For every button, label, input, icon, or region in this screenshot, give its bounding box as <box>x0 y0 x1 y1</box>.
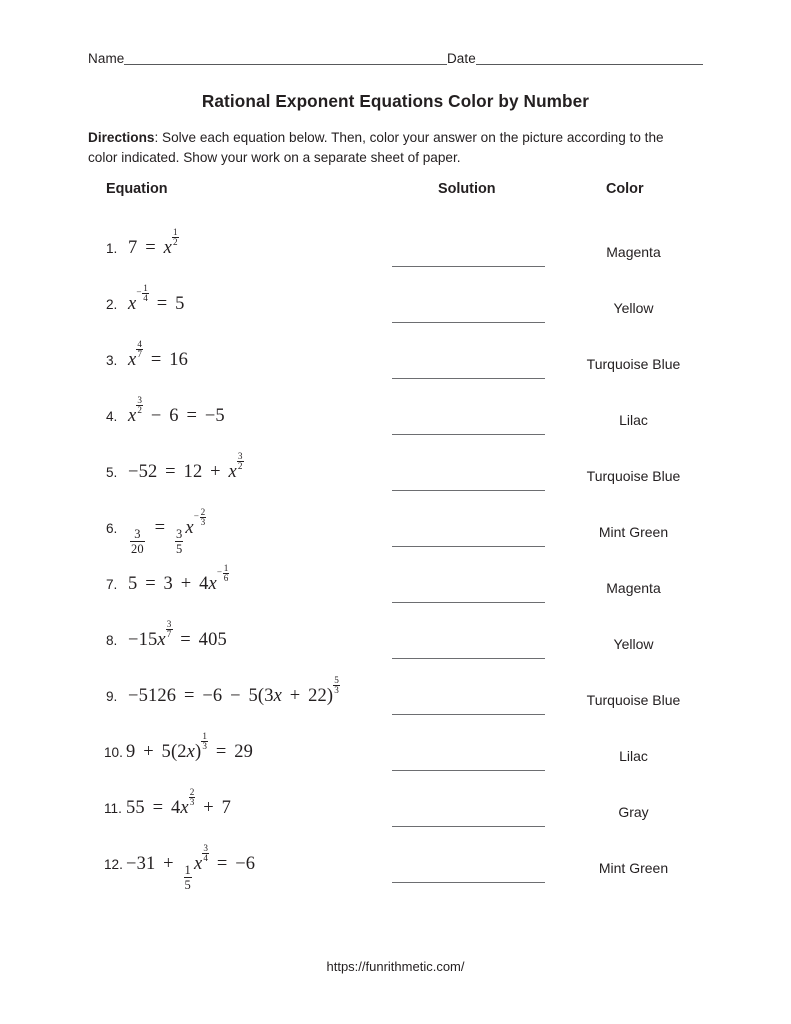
equation-math: −5126 = −6 − 5(3x + 22) $\frac{5}{3}$ <box>128 674 339 706</box>
table-row <box>0 452 791 508</box>
solution-answer-line[interactable] <box>392 714 545 715</box>
solution-answer-line[interactable] <box>392 434 545 435</box>
row-number: 1. <box>106 240 118 256</box>
equation-list <box>0 228 791 900</box>
equation-math: −52 = 12 + x $\frac{3}{2}$ <box>128 450 243 482</box>
equation-cell <box>104 730 254 763</box>
table-row <box>0 508 791 564</box>
column-header-equation: Equation <box>106 181 168 197</box>
equation-math: x− $\frac{1}{4}$ = 5 <box>128 282 185 314</box>
column-headers <box>0 181 791 201</box>
name-write-in-line[interactable] <box>124 51 447 65</box>
equation-math: 7 = x $\frac{1}{2}$ <box>128 226 178 258</box>
color-label: Yellow <box>613 300 654 316</box>
equation-cell <box>106 338 189 371</box>
solution-answer-line[interactable] <box>392 322 545 323</box>
table-row <box>0 564 791 620</box>
table-row <box>0 676 791 732</box>
name-label: Name <box>88 51 125 66</box>
color-label: Magenta <box>606 580 661 596</box>
color-label: Lilac <box>619 412 648 428</box>
row-number: 2. <box>106 296 118 312</box>
color-label: Mint Green <box>598 524 669 540</box>
equation-math: $\frac{3}{20}$ = $\frac{3}{5}$ x− $\frac{2}{3}$ <box>131 506 206 557</box>
solution-answer-line[interactable] <box>392 770 545 771</box>
date-write-in-line[interactable] <box>476 51 703 65</box>
color-label: Turquoise Blue <box>586 692 681 708</box>
equation-math: −15x $\frac{3}{7}$ = 405 <box>128 618 227 650</box>
directions-paragraph <box>88 128 696 168</box>
directions-label: Directions <box>88 130 155 145</box>
row-number: 7. <box>106 576 118 592</box>
row-number: 3. <box>106 352 118 368</box>
equation-cell <box>106 450 244 483</box>
equation-math: −31 + $\frac{1}{5}$ x $\frac{3}{4}$ = −6 <box>126 842 256 893</box>
table-row <box>0 732 791 788</box>
color-label: Mint Green <box>598 860 669 876</box>
row-number: 4. <box>106 408 118 424</box>
row-number: 10. <box>104 744 123 760</box>
equation-math: 5 = 3 + 4x− $\frac{1}{6}$ <box>128 562 229 594</box>
table-row <box>0 844 791 900</box>
solution-answer-line[interactable] <box>392 490 545 491</box>
equation-math: x $\frac{4}{7}$ = 16 <box>128 338 189 370</box>
row-number: 5. <box>106 464 118 480</box>
row-number: 6. <box>106 520 118 536</box>
equation-cell <box>106 394 225 427</box>
color-label: Gray <box>618 804 649 820</box>
equation-cell <box>106 562 229 595</box>
solution-answer-line[interactable] <box>392 882 545 883</box>
equation-cell <box>106 618 227 651</box>
color-label: Turquoise Blue <box>586 468 681 484</box>
row-number: 11. <box>104 800 122 816</box>
equation-math: 55 = 4x $\frac{2}{3}$ + 7 <box>126 786 232 818</box>
solution-answer-line[interactable] <box>392 378 545 379</box>
solution-answer-line[interactable] <box>392 546 545 547</box>
footer-url[interactable]: https://funrithmetic.com/ <box>326 959 465 974</box>
table-row <box>0 620 791 676</box>
equation-math: x $\frac{3}{2}$ − 6 = −5 <box>128 394 225 426</box>
table-row <box>0 788 791 844</box>
row-number: 12. <box>104 856 123 872</box>
date-label: Date <box>446 51 476 66</box>
equation-cell <box>106 674 340 707</box>
table-row <box>0 340 791 396</box>
solution-answer-line[interactable] <box>392 826 545 827</box>
color-label: Yellow <box>613 636 654 652</box>
column-header-solution: Solution <box>438 181 496 197</box>
row-number: 9. <box>106 688 118 704</box>
solution-answer-line[interactable] <box>392 658 545 659</box>
column-header-color: Color <box>606 181 644 197</box>
equation-math: 9 + 5(2x) $\frac{1}{3}$ = 29 <box>126 730 254 762</box>
page-title: Rational Exponent Equations Color by Number <box>201 91 590 111</box>
table-row <box>0 228 791 284</box>
equation-cell <box>104 786 232 819</box>
table-row <box>0 284 791 340</box>
color-label: Magenta <box>606 244 661 260</box>
solution-answer-line[interactable] <box>392 602 545 603</box>
row-number: 8. <box>106 632 118 648</box>
equation-cell <box>106 226 179 259</box>
color-label: Turquoise Blue <box>586 356 681 372</box>
solution-answer-line[interactable] <box>392 266 545 267</box>
name-date-header <box>88 44 703 66</box>
equation-cell <box>104 842 256 893</box>
equation-cell <box>106 506 206 557</box>
equation-cell <box>106 282 185 315</box>
table-row <box>0 396 791 452</box>
directions-text: : Solve each equation below. Then, color your answer on the picture according to the color indicated. Show your work on a separate sheet of paper. <box>88 130 664 165</box>
color-label: Lilac <box>619 748 648 764</box>
